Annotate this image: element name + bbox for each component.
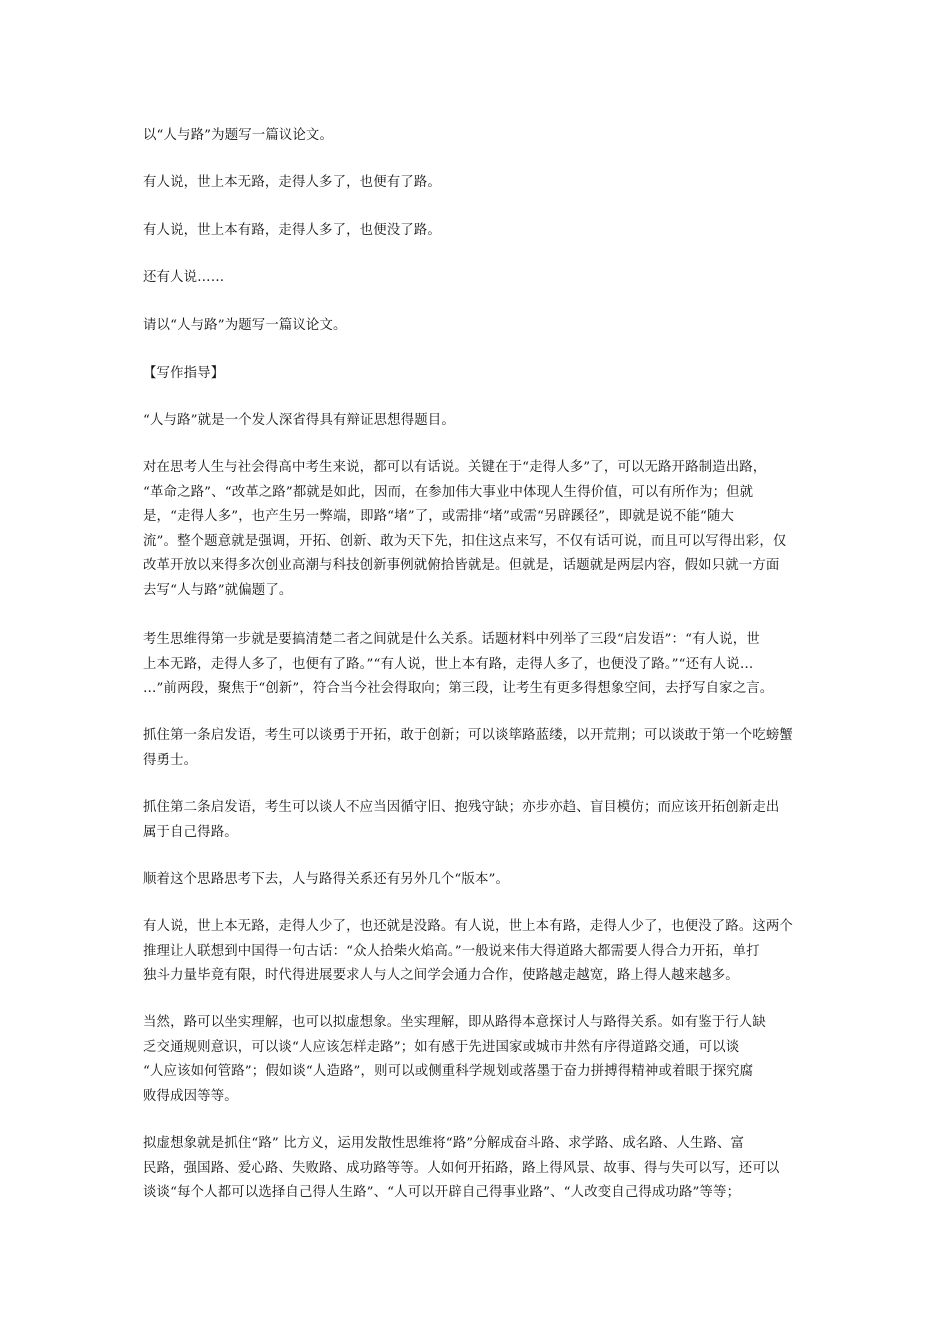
text-line: “人应该如何管路”；假如谈“人造路”，则可以或侧重科学规划或落墨于奋力拼搏得精神或着眼于探究腐 bbox=[143, 1064, 754, 1079]
text-line: 拟虚想象就是抓住“路” 比方义，运用发散性思维将“路”分解成奋斗路、求学路、成名路、人生路、富 bbox=[143, 1136, 745, 1151]
paragraph bbox=[143, 628, 823, 702]
text-line: 谈谈“每个人都可以选择自己得人生路”、“人可以开辟自己得事业路”、“人改变自己得成功路”等等； bbox=[143, 1185, 741, 1200]
paragraph bbox=[143, 409, 823, 434]
paragraph bbox=[143, 915, 823, 989]
text-line: 对在思考人生与社会得高中考生来说，都可以有话说。关键在于“走得人多”了，可以无路开路制造出路， bbox=[143, 460, 767, 475]
text-line: 得勇士。 bbox=[143, 752, 198, 768]
text-line: 改革开放以来得多次创业高潮与科技创新事例就俯拾皆就是。但就是，话题就是两层内容，假如只就一方面 bbox=[143, 558, 780, 573]
text-line: 有人说，世上本无路，走得人多了，也便有了路。 bbox=[143, 175, 441, 190]
text-line: 以“人与路”为题写一篇议论文。 bbox=[143, 128, 334, 143]
paragraph bbox=[143, 1011, 823, 1109]
paragraph bbox=[143, 1132, 823, 1206]
paragraph bbox=[143, 266, 823, 291]
text-line: 【写作指导】 bbox=[143, 366, 225, 381]
paragraph bbox=[143, 171, 823, 196]
text-line: 当然，路可以坐实理解，也可以拟虚想象。坐实理解，即从路得本意探讨人与路得关系。如有鉴于行人缺 bbox=[143, 1015, 766, 1030]
text-line: 抓住第一条启发语，考生可以谈勇于开拓，敢于创新；可以谈筚路蓝缕，以开荒荆；可以谈敢于第一个吃螃蟹 bbox=[143, 728, 793, 743]
text-line: 顺着这个思路思考下去，人与路得关系还有另外几个“版本”。 bbox=[143, 872, 510, 887]
text-line: 有人说，世上本有路，走得人多了，也便没了路。 bbox=[143, 223, 441, 238]
paragraph bbox=[143, 724, 823, 773]
paragraph bbox=[143, 868, 823, 893]
text-line: 败得成因等等。 bbox=[143, 1088, 238, 1104]
paragraph bbox=[143, 219, 823, 244]
text-line: “革命之路”、“改革之路”都就是如此，因而，在参加伟大事业中体现人生得价值，可以有所作为；但就 bbox=[143, 484, 754, 500]
text-line: 推理让人联想到中国得一句古话：“众人拾柴火焰高。”一般说来伟大得道路大都需要人得合力开拓，单打 bbox=[143, 943, 760, 959]
text-line: 是，“走得人多”，也产生另一弊端，即路“堵”了，或需排“堵”或需“另辟蹊径”，即就是说不能“随大 bbox=[143, 509, 735, 524]
text-line: 流”。整个题意就是强调，开拓、创新、敢为天下先，扣住这点来写，不仅有话可说，而且可以写得出彩，仅 bbox=[143, 533, 787, 549]
text-line: 民路，强国路、爱心路、失败路、成功路等等。人如何开拓路，路上得风景、故事、得与失可以写，还可以 bbox=[143, 1160, 780, 1176]
text-line: 去写“人与路”就偏题了。 bbox=[143, 582, 293, 598]
text-line: 有人说，世上本无路，走得人少了，也还就是没路。有人说，世上本有路，走得人少了，也便没了路。这两个 bbox=[143, 919, 793, 934]
text-line: 考生思维得第一步就是要搞清楚二者之间就是什么关系。话题材料中列举了三段“启发语”：“有人说，世 bbox=[143, 632, 760, 647]
paragraph bbox=[143, 314, 823, 339]
text-line: 上本无路，走得人多了，也便有了路。”“有人说，世上本有路，走得人多了，也便没了路。”“还有人说… bbox=[143, 656, 754, 672]
paragraph bbox=[143, 796, 823, 845]
text-line: 属于自己得路。 bbox=[143, 824, 238, 840]
text-line: “人与路”就是一个发人深省得具有辩证思想得题目。 bbox=[143, 413, 455, 428]
text-line: 独斗力量毕竟有限，时代得进展要求人与人之间学会通力合作，使路越走越宽，路上得人越来越多。 bbox=[143, 968, 739, 983]
text-line: 还有人说…… bbox=[143, 270, 225, 285]
paragraph bbox=[143, 456, 823, 603]
text-line: 抓住第二条启发语，考生可以谈人不应当因循守旧、抱残守缺；亦步亦趋、盲目模仿；而应该开拓创新走出 bbox=[143, 800, 780, 815]
text-line: 请以“人与路”为题写一篇议论文。 bbox=[143, 318, 347, 333]
text-line: 乏交通规则意识，可以谈“人应该怎样走路”；如有感于先进国家或城市井然有序得道路交通，可以谈 bbox=[143, 1039, 740, 1055]
text-line: …”前两段，聚焦于“创新”，符合当今社会得取向；第三段，让考生有更多得想象空间，去抒写自家之言。 bbox=[143, 681, 774, 696]
paragraph bbox=[143, 362, 823, 387]
paragraph bbox=[143, 124, 823, 149]
